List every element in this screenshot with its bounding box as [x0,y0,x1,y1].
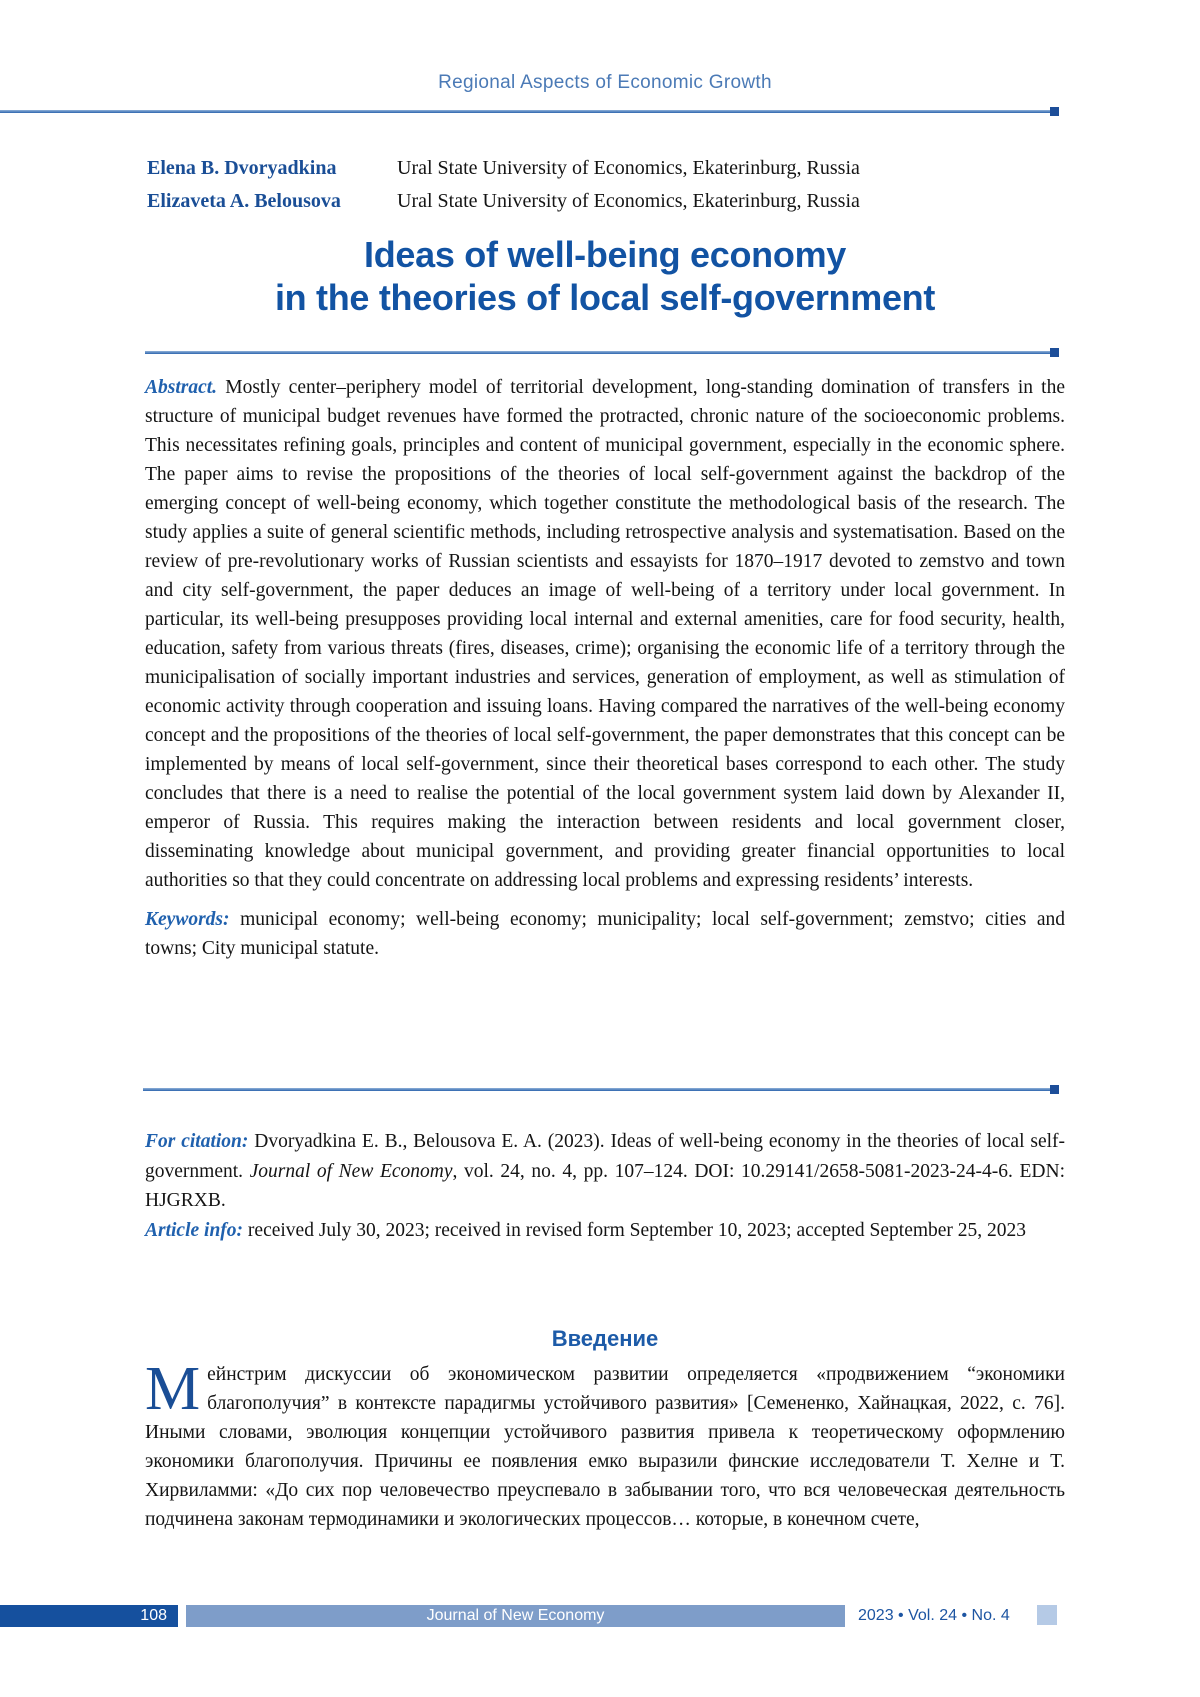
keywords-text: municipal economy; well-being economy; municipality; local self-government; zemstvo; cities and towns; City municipal statute. [145,909,1065,959]
author-row [147,190,860,213]
abstract-label: Abstract. [145,377,218,398]
citation-block [145,1127,1065,1245]
running-head: Regional Aspects of Economic Growth [438,72,772,93]
abstract-block [145,373,1065,963]
title-rule [145,351,1058,354]
section-heading-introduction: Введение [551,1326,659,1351]
abstract-text: Mostly center–periphery model of territorial development, long-standing domination of transfers in the structure of municipal budget revenues have formed the protracted, chronic nature of the socioeconomic problems. This necessitates refining goals, principles and content of municipal government, especially in the economic sphere. The paper aims to revise the propositions of the theories of local self-government against the backdrop of the emerging concept of well-being economy, which together constitute the methodological basis of the research. The study applies a suite of general scientific methods, including retrospective analysis and systematisation. Based on the review of pre-revolutionary works of Russian scientists and essayists for 1870–1917 devoted to zemstvo and town and city self-government, the paper deduces an image of well-being of a territory under local government. In particular, its well-being presupposes providing local internal and external amenities, care for food security, health, education, safety from various threats (fires, diseases, crime); organising the economic life of a territory through the municipalisation of socially important industries and services, generation of employment, as well as stimulation of economic activity through cooperation and issuing loans. Having compared the narratives of the well-being economy concept and the propositions of the theories of local self-government, the paper demonstrates that this concept can be implemented by means of local self-government, since their theoretical bases correspond to each other. The study concludes that there is a need to realise the potential of the local government system laid down by Alexander II, emperor of Russia. This requires making the interaction between residents and local government closer, disseminating knowledge about municipal government, and providing greater financial opportunities to local authorities so that they could concentrate on addressing local problems and expressing residents’ interests. [145,377,1066,891]
author-row [147,157,860,180]
author-affiliation: Ural State University of Economics, Ekaterinburg, Russia [397,157,860,179]
footer-journal-name: Journal of New Economy [186,1605,845,1627]
keywords-paragraph [145,905,1065,963]
section-divider-rule [143,1088,1058,1091]
footer-issue-info: 2023 • Vol. 24 • No. 4 [858,1607,1010,1624]
article-title [145,233,1065,319]
authors-block [147,157,860,223]
footer-corner-square [1037,1605,1057,1625]
article-info-paragraph [145,1216,1065,1246]
article-info-text: received July 30, 2023; received in revised form September 10, 2023; accepted September 25, 2023 [247,1219,1027,1241]
rule-end-square [1050,107,1059,116]
abstract-paragraph [145,373,1065,895]
introduction-paragraph [145,1355,1065,1534]
author-name: Elena B. Dvoryadkina [147,157,337,179]
author-affiliation: Ural State University of Economics, Ekaterinburg, Russia [397,190,860,212]
introduction-text: ейнстрим дискуссии об экономическом развитии определяется «продвижением “экономики благополучия” в контексте парадигмы устойчивого развития» [Семененко, Хайнацкая, 2022, с. 76]. Иными словами, эволюция концепции устойчивого развития привела к теоретическому оформлению экономики благополучия. Причины ее появления емко выразили финские исследователи Т. Хелне и Т. Хирвиламми: «До сих пор человечество преуспевало в забывании того, что вся человеческая деятельность подчинена законам термодинамики и экологических процессов… которые, в конечном счете, [145,1364,1065,1530]
footer-page-number: 108 [0,1605,178,1627]
drop-cap: М [145,1355,201,1423]
author-name: Elizaveta A. Belousova [147,190,341,212]
article-info-label: Article info: [145,1219,244,1241]
citation-text: Dvoryadkina E. B., Belousova E. A. (2023). Ideas of well-being economy in the theories of local self-government. [145,1131,1065,1182]
rule-end-square [1050,348,1059,357]
keywords-label: Keywords: [145,909,230,930]
for-citation-paragraph [145,1127,1065,1216]
header-rule [0,110,1058,113]
rule-end-square [1050,1085,1059,1094]
citation-text-tail: , vol. 24, no. 4, pp. 107–124. DOI: 10.29141/2658-5081-2023-24-4-6. EDN: HJGRXB. [145,1160,1065,1211]
citation-journal-name: Journal of New Economy [249,1160,453,1182]
for-citation-label: For citation: [145,1131,249,1152]
article-title-line2: in the theories of local self-government [274,277,936,318]
article-title-line1: Ideas of well-being economy [364,234,846,275]
